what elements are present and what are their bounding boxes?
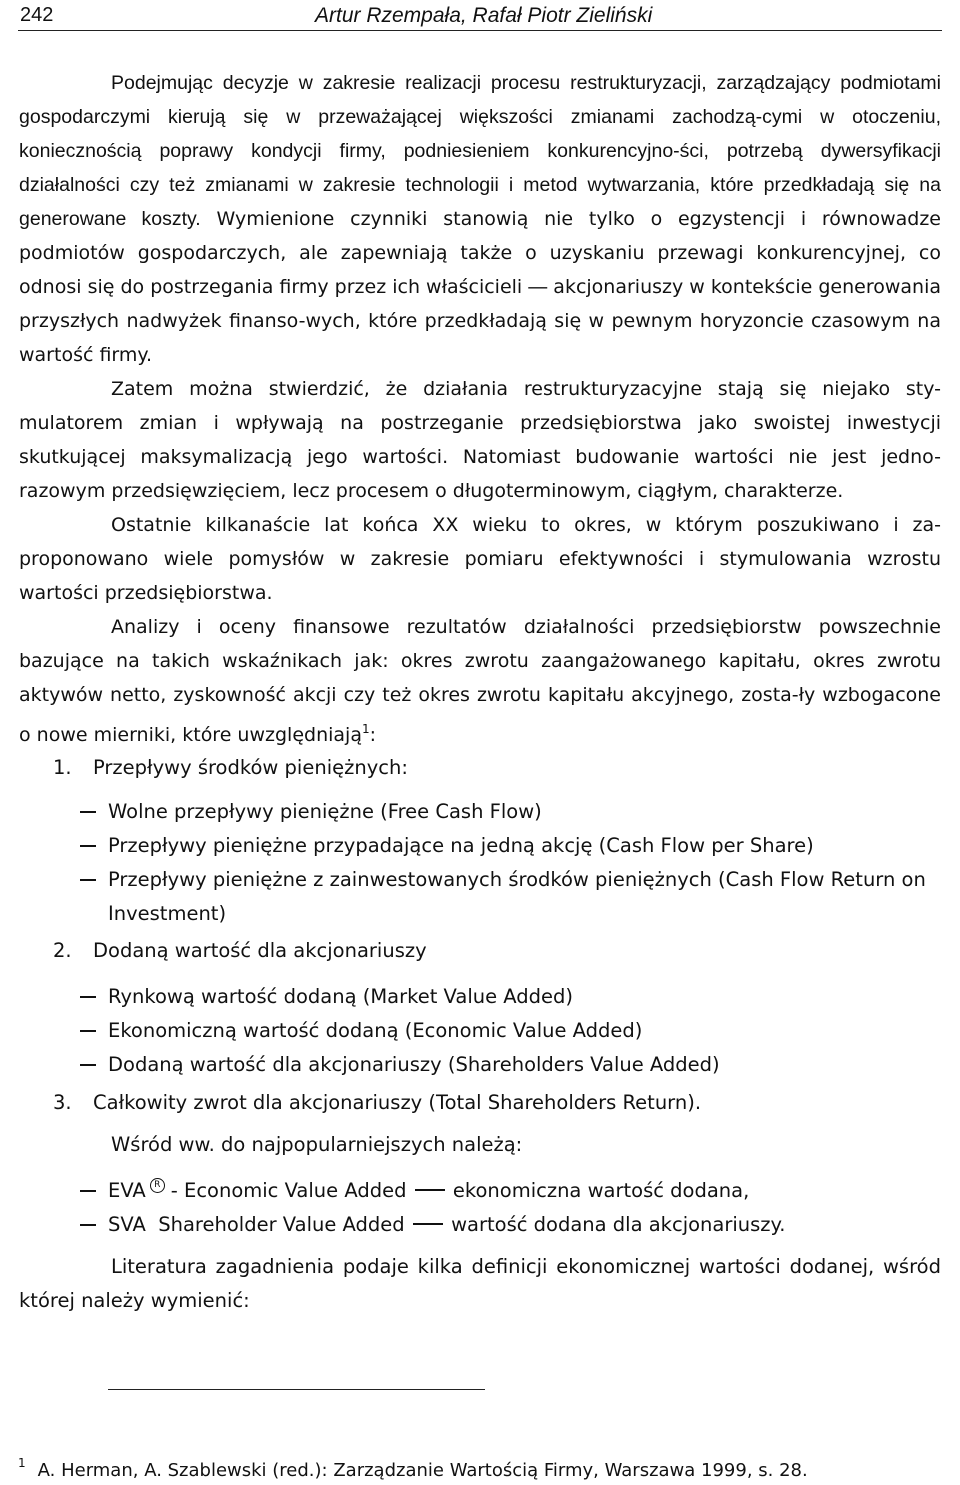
dash-bullet: [80, 1030, 96, 1032]
sub-list-item: [80, 795, 942, 829]
list-item-1: [53, 756, 408, 779]
sub-list-text: Przepływy pieniężne przypadające na jedną akcję (Cash Flow per Share): [108, 834, 814, 857]
sub-list-item: [80, 863, 942, 931]
dash-bullet: [80, 1064, 96, 1066]
page-header: [18, 0, 942, 31]
dash-bullet: [80, 996, 96, 998]
paragraph-4: [19, 610, 941, 752]
paragraph-3: Ostatnie kilkanaście lat końca XX wieku to okres, w którym poszukiwano i za-proponowano wiele pomysłów w zakresie pomiaru efektywności i stymulowania wzrostu wartości przedsiębiorstwa.: [19, 514, 941, 604]
em-dash: [415, 1189, 445, 1191]
eva-polish: ekonomiczna wartość dodana,: [452, 1179, 750, 1202]
footnote-reference[interactable]: 1: [361, 722, 370, 736]
popular-item-eva: [80, 1174, 942, 1208]
sub-list-text: Przepływy pieniężne z zainwestowanych środków pieniężnych (Cash Flow Return on Investment): [108, 868, 926, 925]
list-number: 2.: [53, 939, 72, 962]
list-item-2: [53, 939, 427, 962]
page-number: 242: [20, 4, 54, 26]
paragraph-1-part-b: Wymienione czynniki stanowią nie tylko o egzystencji i równowadze podmiotów gospodarczych, ale zapewniają także o uzyskaniu przewagi konkurencyjnej, co odnosi się do postrzegania firmy przez ich właścicieli ― akcjonariuszy w kontekście generowania przyszłych nadwyżek finanso-wych, które przedkładają się w pewnym horyzoncie czasowym na wartość firmy.: [19, 208, 941, 366]
popular-item-text: [108, 1174, 942, 1208]
dash-bullet: [80, 811, 96, 813]
sub-list-text: Wolne przepływy pieniężne (Free Cash Flow): [108, 800, 542, 823]
list-number: 3.: [53, 1091, 72, 1114]
list-number: 1.: [53, 756, 72, 779]
list-item-3: [53, 1091, 701, 1114]
sva-abbreviation: SVA: [108, 1213, 146, 1236]
em-dash: [413, 1223, 443, 1225]
popular-intro: Wśród ww. do najpopularniejszych należą:: [111, 1133, 523, 1156]
popular-item-text: [108, 1208, 942, 1242]
list-label: Przepływy środków pieniężnych:: [93, 756, 408, 779]
sub-list-item: [80, 1014, 942, 1048]
dash-bullet: [80, 1190, 96, 1192]
paragraph-2: Zatem można stwierdzić, że działania restrukturyzacyjne stają się niejako sty-mulatorem zmian i wpływają na postrzeganie przedsiębiorstwa jako swoistej inwestycji skutkującej maksymalizacją jego wartości. Natomiast budowanie wartości nie jest jedno-razowym przedsięwzięciem, lecz procesem o długoterminowym, ciągłym, charakterze.: [19, 378, 941, 502]
paragraph-1: [19, 66, 941, 372]
footnote-mark: 1: [18, 1456, 26, 1470]
closing-paragraph: Literatura zagadnienia podaje kilka definicji ekonomicznej wartości dodanej, wśród której należy wymienić:: [19, 1255, 941, 1312]
list-label: Dodaną wartość dla akcjonariuszy: [93, 939, 427, 962]
sub-list-text: Dodaną wartość dla akcjonariuszy (Shareholders Value Added): [108, 1053, 720, 1076]
closing-text: [19, 1250, 941, 1318]
paragraph-4-text: Analizy i oceny finansowe rezultatów działalności przedsiębiorstw powszechnie bazujące na takich wskaźnikach jak: okres zwrotu zaangażowanego kapitału, okres zwrotu aktywów netto, zyskowność akcji czy też okres zwrotu kapitału akcyjnego, zosta-ły wzbogacone o nowe mierniki, które uwzględniają: [19, 616, 941, 746]
sub-list-item: [80, 980, 942, 1014]
paragraph-1-part-a: Podejmując decyzje w zakresie realizacji procesu restrukturyzacji, zarządzający podmiotami gospodarczymi kierują się w przeważającej większości zmianami zachodzą-cymi w otoczeniu, koniecznością poprawy kondycji firmy, podniesieniem konkurencyjno-ści, potrzebą dywersyfikacji działalności czy też zmianami w zakresie technologii i metod wytwarzania, które przedkładają się na generowane koszty.: [19, 72, 941, 230]
eva-abbreviation: EVA: [108, 1179, 146, 1202]
sva-polish: wartość dodana dla akcjonariuszy.: [451, 1213, 786, 1236]
footnote-separator: [108, 1389, 485, 1390]
body-text: [19, 66, 941, 752]
sub-list-text: Ekonomiczną wartość dodaną (Economic Value Added): [108, 1019, 643, 1042]
popular-item-sva: [80, 1208, 942, 1242]
dash-bullet: [80, 879, 96, 881]
sva-description: Shareholder Value Added: [158, 1213, 405, 1236]
paragraph-4-end: :: [369, 724, 377, 746]
sub-list-text: Rynkową wartość dodaną (Market Value Added): [108, 985, 574, 1008]
dash-bullet: [80, 1224, 96, 1226]
running-head-authors: Artur Rzempała, Rafał Piotr Zieliński: [315, 4, 653, 27]
eva-description: - Economic Value Added: [170, 1179, 407, 1202]
sub-list-item: [80, 1048, 942, 1082]
footnote: [18, 1456, 808, 1481]
list-label: Całkowity zwrot dla akcjonariuszy (Total Shareholders Return).: [93, 1091, 702, 1114]
registered-mark: R: [150, 1178, 165, 1193]
dash-bullet: [80, 845, 96, 847]
sub-list-item: [80, 829, 942, 863]
footnote-text: A. Herman, A. Szablewski (red.): Zarządzanie Wartością Firmy, Warszawa 1999, s. 28.: [37, 1460, 808, 1481]
